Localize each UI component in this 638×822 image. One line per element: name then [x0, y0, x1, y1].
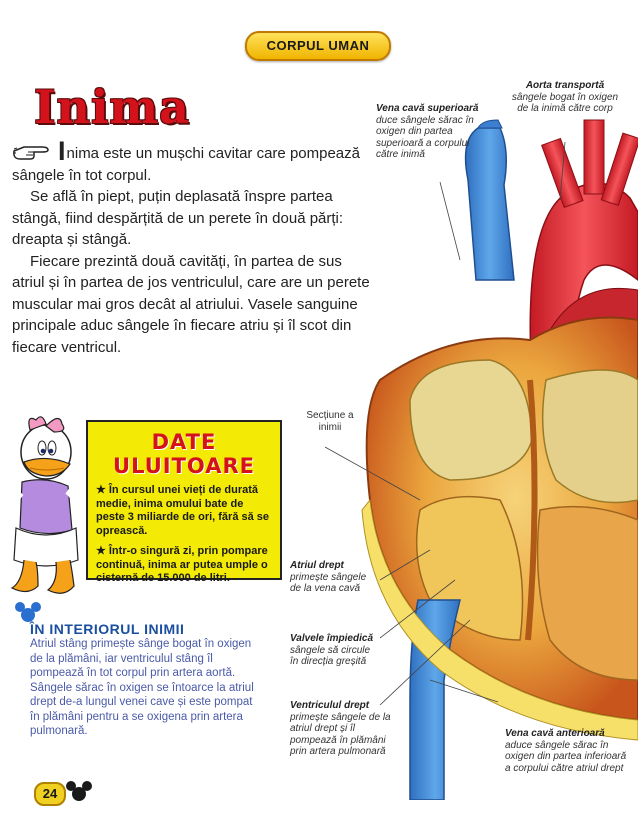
fact-text: În cursul unei vieți de durată medie, inima omului bate de peste 3 miliarde de ori, fără să se oprească. [96, 484, 270, 537]
facts-box [86, 420, 282, 584]
pointing-hand-icon [12, 138, 52, 162]
page-title: Inima [34, 80, 190, 134]
label-valvele: Valvele împiedică sângele să circule în direcția greșită [290, 633, 374, 667]
dropcap: I [58, 136, 66, 166]
label-vena-anterior: Vena cavă anterioară aduce sângele sărac în oxigen din partea inferioară a corpului către atriul drept [505, 728, 627, 774]
mickey-head-icon [14, 601, 42, 623]
page-number: 24 [34, 782, 66, 806]
daisy-duck-illustration [2, 410, 94, 605]
section-badge: CORPUL UMAN [245, 31, 391, 61]
facts-title: DATE ULUITOARE [113, 430, 255, 478]
label-aorta: Aorta transportă sângele bogat în oxigen de la inimă către corp [511, 80, 619, 114]
mickey-silhouette-icon [64, 778, 94, 804]
label-vena-superior: Vena cavă superioară duce sângele sărac în oxigen din partea superioară a corpului către inimă [376, 103, 479, 160]
heart-illustration [300, 80, 638, 800]
interior-text: Atriul stâng primește sânge bogat în oxigen de la plămâni, iar ventriculul stâng îl pompează în tot corpul prin artera aortă. Sângele sărac în oxigen se întoarce la atriul drept de-a lungul venei cave și este pompat în plămâni pentru a se oxigena prin artera pulmonară. [30, 638, 254, 737]
fact-item [96, 545, 272, 586]
intro-paragraph-3: Fiecare prezintă două cavități, în partea de sus atriul și în partea de jos ventriculul, care are un perete muscular mai gros decât al atriului. Vasele sanguine principale aduc sângele în fiecare atriu și îl scot din fiecare ventricul. [12, 252, 370, 356]
fact-item [96, 484, 272, 538]
label-ventriculul: Ventriculul drept primește sângele de la atriul drept și îl pompează în plămâni prin artera pulmonară [290, 700, 391, 757]
interior-heading: ÎN INTERIORUL INIMII [30, 621, 185, 637]
label-sectiune: Secțiune a inimii [306, 410, 354, 433]
intro-paragraph-2: Se află în piept, puțin deplasată înspre partea stângă, fiind despărțită de un perete în două părți: dreapta și stângă. [12, 188, 344, 248]
label-atriul-drept: Atriul drept primește sângele de la vena cavă [290, 560, 367, 594]
fact-text: Într-o singură zi, prin pompare continuă, inima ar putea umple o cisternă de 15.000 de litri. [96, 545, 268, 584]
star-icon: ★ [96, 545, 106, 557]
star-icon: ★ [96, 484, 106, 496]
intro-p1-text: nima este un mușchi cavitar care pompează sângele în tot corpul. [12, 145, 360, 184]
